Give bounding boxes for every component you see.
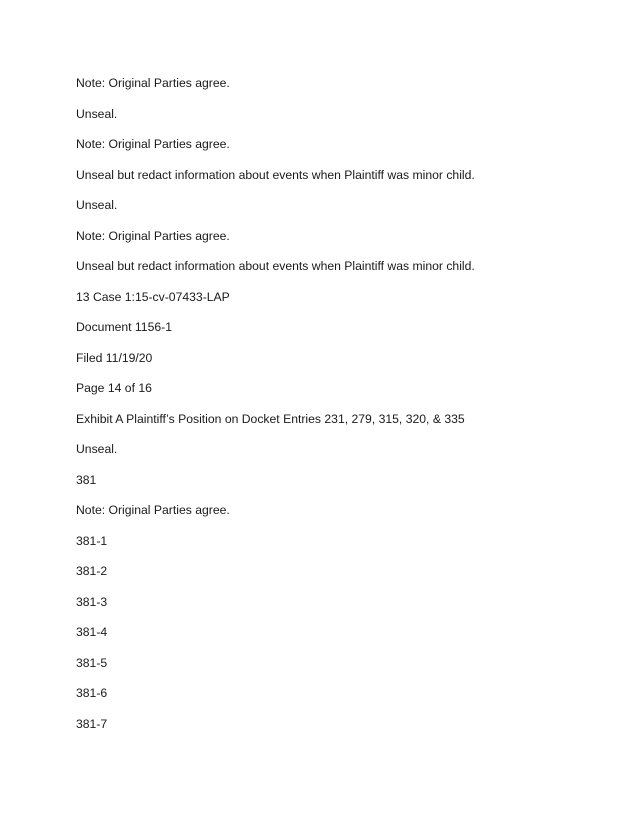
docket-entry-line: 381-7 [76, 716, 108, 731]
text-line-note: Note: Original Parties agree. [76, 137, 230, 151]
page-number-line: Page 14 of 16 [76, 381, 152, 395]
filed-date-line: Filed 11/19/20 [76, 350, 153, 365]
text-line-note: Note: Original Parties agree. [76, 228, 230, 243]
docket-entry-line: 381-5 [76, 655, 108, 670]
document-number-line: Document 1156-1 [76, 320, 172, 334]
text-line-unseal: Unseal. [76, 106, 118, 121]
text-line-note: Note: Original Parties agree. [76, 503, 230, 517]
text-line-unseal: Unseal. [76, 442, 118, 456]
text-line-unseal: Unseal. [76, 198, 118, 212]
docket-entry-line: 381-2 [76, 564, 108, 578]
docket-entry-line: 381 [76, 472, 97, 487]
docket-entry-line: 381-6 [76, 686, 108, 700]
case-number-line: 13 Case 1:15-cv-07433-LAP [76, 289, 230, 304]
docket-entry-line: 381-3 [76, 594, 108, 609]
text-lines [76, 74, 475, 745]
text-line-redact: Unseal but redact information about events when Plaintiff was minor child. [76, 167, 475, 182]
docket-entry-line: 381-4 [76, 625, 108, 639]
text-line-note: Note: Original Parties agree. [76, 76, 230, 90]
exhibit-heading-line: Exhibit A Plaintiff’s Position on Docket Entries 231, 279, 315, 320, & 335 [76, 411, 465, 426]
text-line-redact: Unseal but redact information about events when Plaintiff was minor child. [76, 259, 475, 273]
docket-entry-line: 381-1 [76, 533, 108, 548]
